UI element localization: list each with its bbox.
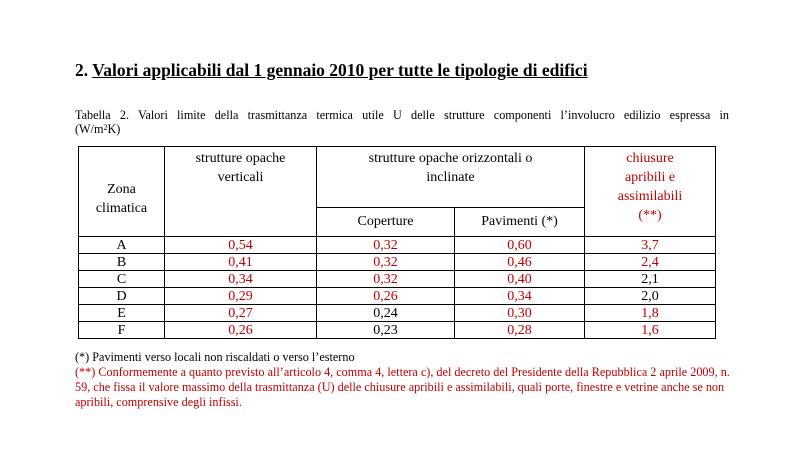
transmittance-table <box>78 146 716 339</box>
table-row <box>79 254 716 271</box>
cell-pavimenti: 0,40 <box>455 271 585 288</box>
cell-chiusure: 2,4 <box>585 254 716 271</box>
cell-verticali: 0,41 <box>165 254 317 271</box>
header-pavimenti: Pavimenti (*) <box>455 208 585 237</box>
cell-zona: E <box>79 305 165 322</box>
cell-zona: C <box>79 271 165 288</box>
section-heading <box>75 60 588 81</box>
table-row <box>79 237 716 254</box>
section-number: 2. <box>75 60 93 80</box>
section-title: Valori applicabili dal 1 gennaio 2010 per tutte le tipologie di edifici <box>92 60 588 80</box>
cell-zona: A <box>79 237 165 254</box>
header-verticali: strutture opache verticali <box>165 147 317 237</box>
cell-coperture: 0,32 <box>317 271 455 288</box>
cell-chiusure: 1,6 <box>585 322 716 339</box>
table-row <box>79 305 716 322</box>
cell-verticali: 0,29 <box>165 288 317 305</box>
cell-verticali: 0,34 <box>165 271 317 288</box>
cell-pavimenti: 0,46 <box>455 254 585 271</box>
table-caption: Tabella 2. Valori limite della trasmittanza termica utile U delle strutture componenti l’involucro edilizio espressa in <box>75 108 729 122</box>
cell-verticali: 0,54 <box>165 237 317 254</box>
header-zona: Zona climatica <box>79 147 165 237</box>
header-coperture: Coperture <box>317 208 455 237</box>
cell-chiusure: 2,0 <box>585 288 716 305</box>
cell-coperture: 0,32 <box>317 237 455 254</box>
table-row <box>79 288 716 305</box>
table-row <box>79 271 716 288</box>
cell-coperture: 0,23 <box>317 322 455 339</box>
footnote-1: (*) Pavimenti verso locali non riscaldati o verso l’esterno <box>75 350 355 364</box>
cell-coperture: 0,32 <box>317 254 455 271</box>
cell-verticali: 0,27 <box>165 305 317 322</box>
cell-pavimenti: 0,60 <box>455 237 585 254</box>
cell-zona: F <box>79 322 165 339</box>
cell-coperture: 0,26 <box>317 288 455 305</box>
cell-verticali: 0,26 <box>165 322 317 339</box>
cell-chiusure: 2,1 <box>585 271 716 288</box>
header-chiusure: chiusure apribili e assimilabili (**) <box>585 147 716 237</box>
header-orizzontali: strutture opache orizzontali o inclinate <box>317 147 585 208</box>
cell-pavimenti: 0,30 <box>455 305 585 322</box>
cell-zona: B <box>79 254 165 271</box>
table-row <box>79 322 716 339</box>
cell-chiusure: 3,7 <box>585 237 716 254</box>
cell-pavimenti: 0,28 <box>455 322 585 339</box>
cell-coperture: 0,24 <box>317 305 455 322</box>
footnote-2: (**) Conformemente a quanto previsto all’articolo 4, comma 4, lettera c), del decreto del Presidente della Repubblica 2 aprile 2009, n. 59, che fissa il valore massimo della trasmittanza (U) delle chiusure apribili e assimilabili, quali porte, finestre e vetrine anche se non apribili, comprensive degli infissi. <box>75 365 730 409</box>
cell-chiusure: 1,8 <box>585 305 716 322</box>
cell-zona: D <box>79 288 165 305</box>
table-caption-unit: $(W/m^2K)$ <box>75 122 121 136</box>
cell-pavimenti: 0,34 <box>455 288 585 305</box>
footnotes <box>75 350 735 410</box>
